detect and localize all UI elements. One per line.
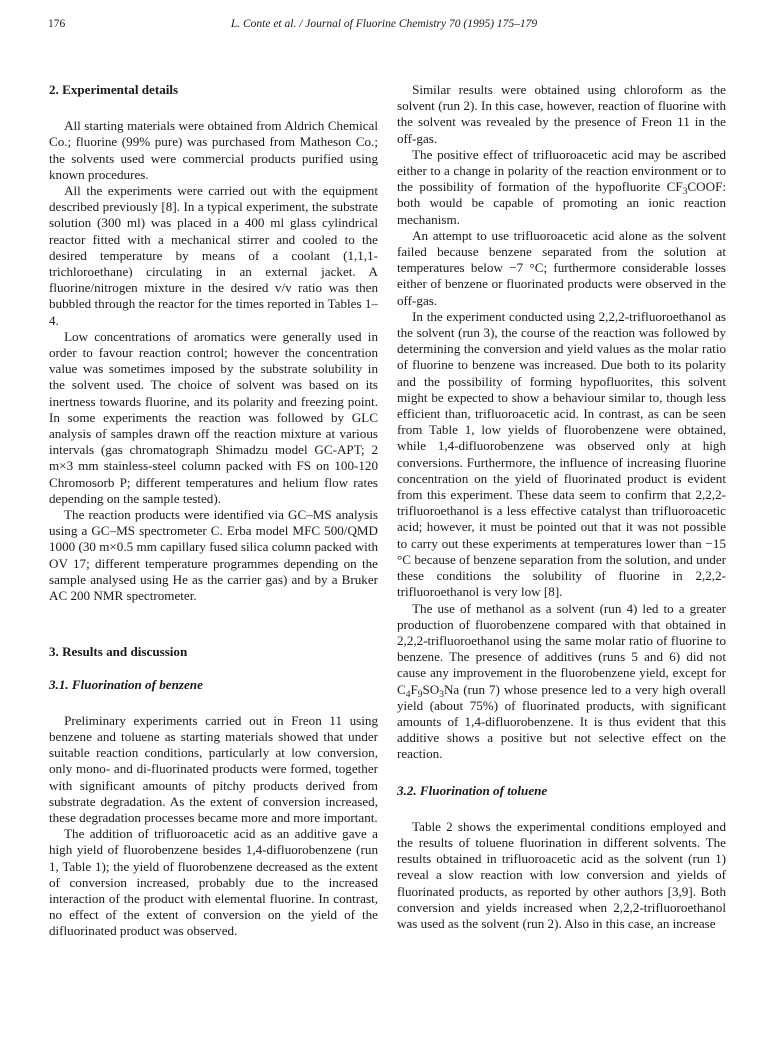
running-head: L. Conte et al. / Journal of Fluorine Chemistry 70 (1995) 175–179 [230, 18, 538, 30]
text-run: F [410, 681, 418, 697]
paragraph: All the experiments were carried out with the equipment described previously [8]. In a typical experiment, the substrate solution (300 ml) was placed in a 400 ml glass cylindrical reactor fitted with a mechanical stirrer and cooled to the desired temperature by means of a coolant (1,1,1-trichloroethane) circulating in an external jacket. A fluorine/nitrogen mixture in the desired v/v ratio was then bubbled through the reactor for the times reported in Tables 1–4. [49, 183, 378, 328]
text-run: The use of methanol as a solvent (run 4) led to a greater production of fluorobenzene compared with that obtained in 2,2,2-trifluoroethanol using the same molar ratio of fluorine to benzene. The presence of additives (runs 5 and 6) did not cause any improvement in the fluorobenzene yield, except for C [397, 600, 726, 697]
subsection-heading-toluene: 3.2. Fluorination of toluene [397, 782, 548, 798]
subscript: 3 [682, 187, 688, 198]
text-run: COOF: both would be capable of promoting an ionic reaction mechanism. [397, 179, 726, 227]
subscript: 4 [405, 689, 411, 700]
paragraph: An attempt to use trifluoroacetic acid alone as the solvent failed because benzene separated from the solution at temperatures below −7 °C; furthermore considerable losses either of benzene or fluorinated products were observed in the off-gas. [397, 227, 726, 308]
text-run: The positive effect of trifluoroacetic acid may be ascribed either to a change in polarity of the reaction environment or to the possibility of formation of the hypofluorite CF [397, 146, 726, 195]
section-heading-experimental: 2. Experimental details [49, 82, 179, 97]
page-number: 176 [48, 18, 66, 30]
subsection-heading-benzene: 3.1. Fluorination of benzene [49, 676, 203, 692]
paragraph [397, 147, 726, 228]
paragraph: The reaction products were identified via GC–MS analysis using a GC–MS spectrometer C. Erba model MFC 500/QMD 1000 (30 m×0.5 mm capillary fused silica column packed with OV 17; different temperature programmes depending on the sample analysed using He as the carrier gas) and by a Bruker AC 200 NMR spectrometer. [49, 507, 378, 604]
paragraph [397, 601, 726, 763]
paragraph: Table 2 shows the experimental conditions employed and the results of toluene fluorination in different solvents. The results obtained in trifluoroacetic acid as the solvent (run 1) reveal a slow reaction with low conversion and yields of fluorinated products, as reported by other authors [3,9]. Both conversion and yields increased when 2,2,2-trifluoroethanol was used as the solvent (run 2). Also in this case, an increase [397, 818, 726, 931]
paragraph: The addition of trifluoroacetic acid as an additive gave a high yield of fluorobenzene besides 1,4-difluorobenzene (run 1, Table 1); the yield of fluorobenzene decreased as the extent of conversion increased, probably due to the increased interaction of the product with elemental fluorine. In contrast, no effect of the extent of conversion on the yield of the difluorinated product was observed. [49, 826, 378, 939]
text-run: Na (run 7) whose presence led to a very high overall yield (about 75%) of fluorinated products, with significant amounts of 1,4-difluorobenzene. It is thus evident that this additive shows a positive but not selective effect on the reaction. [397, 681, 726, 762]
text-run: SO [422, 681, 440, 697]
section-heading-results: 3. Results and discussion [49, 644, 188, 660]
paragraph: All starting materials were obtained from Aldrich Chemical Co.; fluorine (99% pure) was purchased from Matheson Co.; the solvents used were commercial products purified using known procedures. [49, 118, 378, 182]
subscript: 3 [439, 689, 444, 700]
paragraph: In the experiment conducted using 2,2,2-trifluoroethanol as the solvent (run 3), the course of the reaction was followed by determining the conversion and yield values as the molar ratio of fluorine to benzene was increased. Due both to its polarity and the possibility of forming hypofluorites, this solvent might be expected to show a behaviour similar to, though less efficient than, trifluoroacetic acid. In contrast, as can be seen from Table 1, low yields of fluorobenzene were obtained, while 1,4-difluorobenzene was observed only at high conversions. Furthermore, the influence of increasing fluorine concentration on the yield of fluorinated product is evident from this experiment. These data seem to confirm that 2,2,2-trifluoroethanol is a less effective catalyst than trifluoroacetic acid; however, it must be pointed out that it was not possible to carry out these experiments at temperatures lower than −15 °C because of benzene separation from the solution, and under these conditions the solubility of fluorine in 2,2,2-trifluoroethanol is very low [8]. [397, 308, 726, 600]
page-header [48, 18, 720, 34]
left-column [49, 82, 378, 940]
right-column [397, 82, 726, 932]
paragraph: Preliminary experiments carried out in Freon 11 using benzene and toluene as starting materials showed that under suitable reaction conditions, particularly at low conversion, only mono- and di-fluorinated products were formed, together with significant amounts of pitchy products derived from substrate degradation. As the extent of conversion increased, these degradation processes became more and more important. [49, 712, 378, 825]
paragraph: Similar results were obtained using chloroform as the solvent (run 2). In this case, however, reaction of fluorine with the solvent was revealed by the presence of Freon 11 in the off-gas. [397, 82, 726, 146]
subscript: 9 [417, 689, 423, 700]
paragraph: Low concentrations of aromatics were generally used in order to favour reaction control; however the concentration value was sometimes imposed by the substrate solubility in the solvent used. The choice of solvent was based on its inertness towards fluorine, and its polarity and freezing point. In some experiments the reaction was followed by GLC analysis of samples drawn off the reaction mixture at various intervals (gas chromatograph Shimadzu model GC-APT; 2 m×3 mm stainless-steel column packed with FS on 100-120 Chromosorb P; different temperatures and helium flow rates depending on the sample tested). [49, 328, 378, 506]
